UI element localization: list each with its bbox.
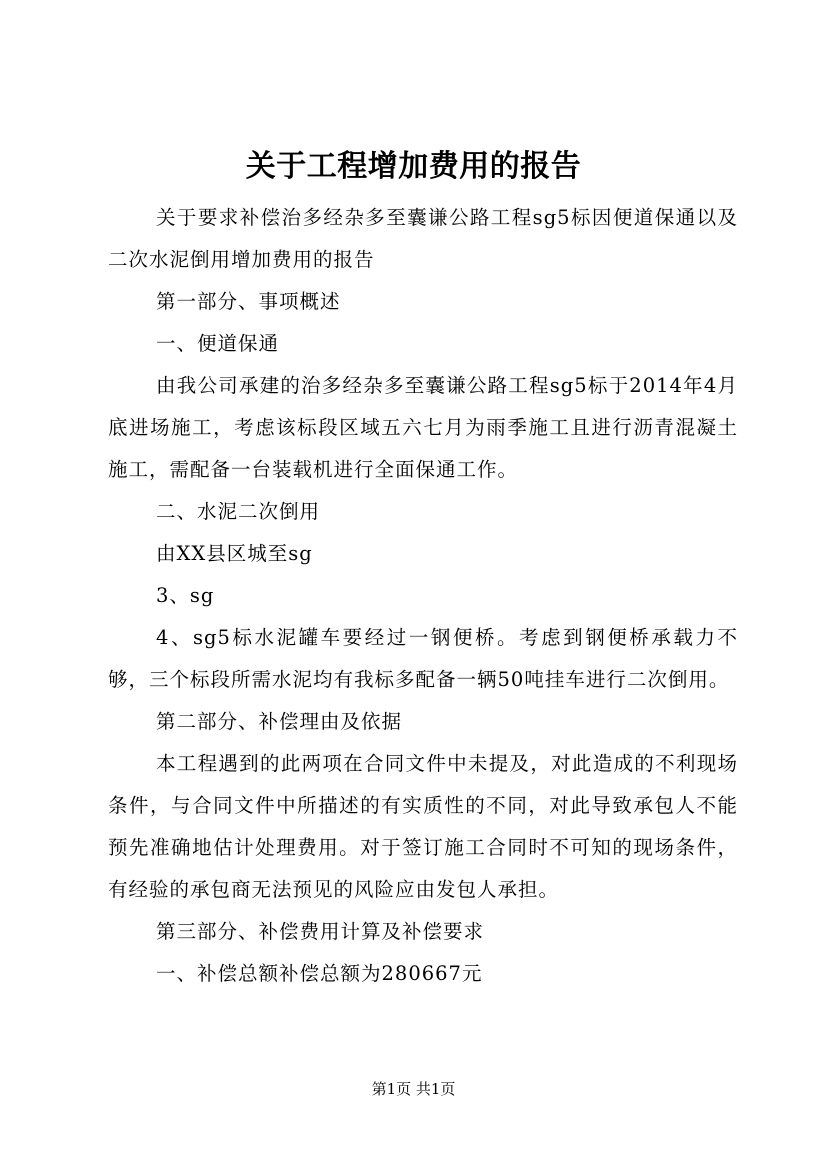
document-title: 关于工程增加费用的报告 xyxy=(245,149,582,184)
section-heading: 第一部分、事项概述 xyxy=(156,290,341,313)
paragraph: 4、sg5标水泥罐车要经过一钢便桥。考虑到钢便桥承载力不够，三个标段所需水泥均有我标多配备一辆50吨挂车进行二次倒用。 xyxy=(108,626,738,691)
paragraph: 由我公司承建的治多经杂多至囊谦公路工程sg5标于2014年4月底进场施工，考虑该标段区域五六七月为雨季施工且进行沥青混凝土施工，需配备一台装载机进行全面保通工作。 xyxy=(108,374,738,481)
paragraph: 关于要求补偿治多经杂多至囊谦公路工程sg5标因便道保通以及二次水泥倒用增加费用的报告 xyxy=(108,206,738,271)
page-footer: 第1页 共1页 xyxy=(371,1080,456,1098)
document-body xyxy=(108,197,738,995)
subsection-heading: 一、便道保通 xyxy=(156,332,280,355)
paragraph: 由XX县区城至sg xyxy=(156,542,313,565)
paragraph: 本工程遇到的此两项在合同文件中未提及，对此造成的不利现场条件，与合同文件中所描述的有实质性的不同，对此导致承包人不能预先准确地估计处理费用。对于签订施工合同时不可知的现场条件，有经验的承包商无法预见的风险应由发包人承担。 xyxy=(108,752,738,901)
section-heading: 第二部分、补偿理由及依据 xyxy=(156,710,403,733)
subsection-heading: 二、水泥二次倒用 xyxy=(156,500,321,523)
section-heading: 第三部分、补偿费用计算及补偿要求 xyxy=(156,920,485,943)
paragraph: 一、补偿总额补偿总额为280667元 xyxy=(156,962,483,985)
paragraph: 3、sg xyxy=(156,584,215,607)
